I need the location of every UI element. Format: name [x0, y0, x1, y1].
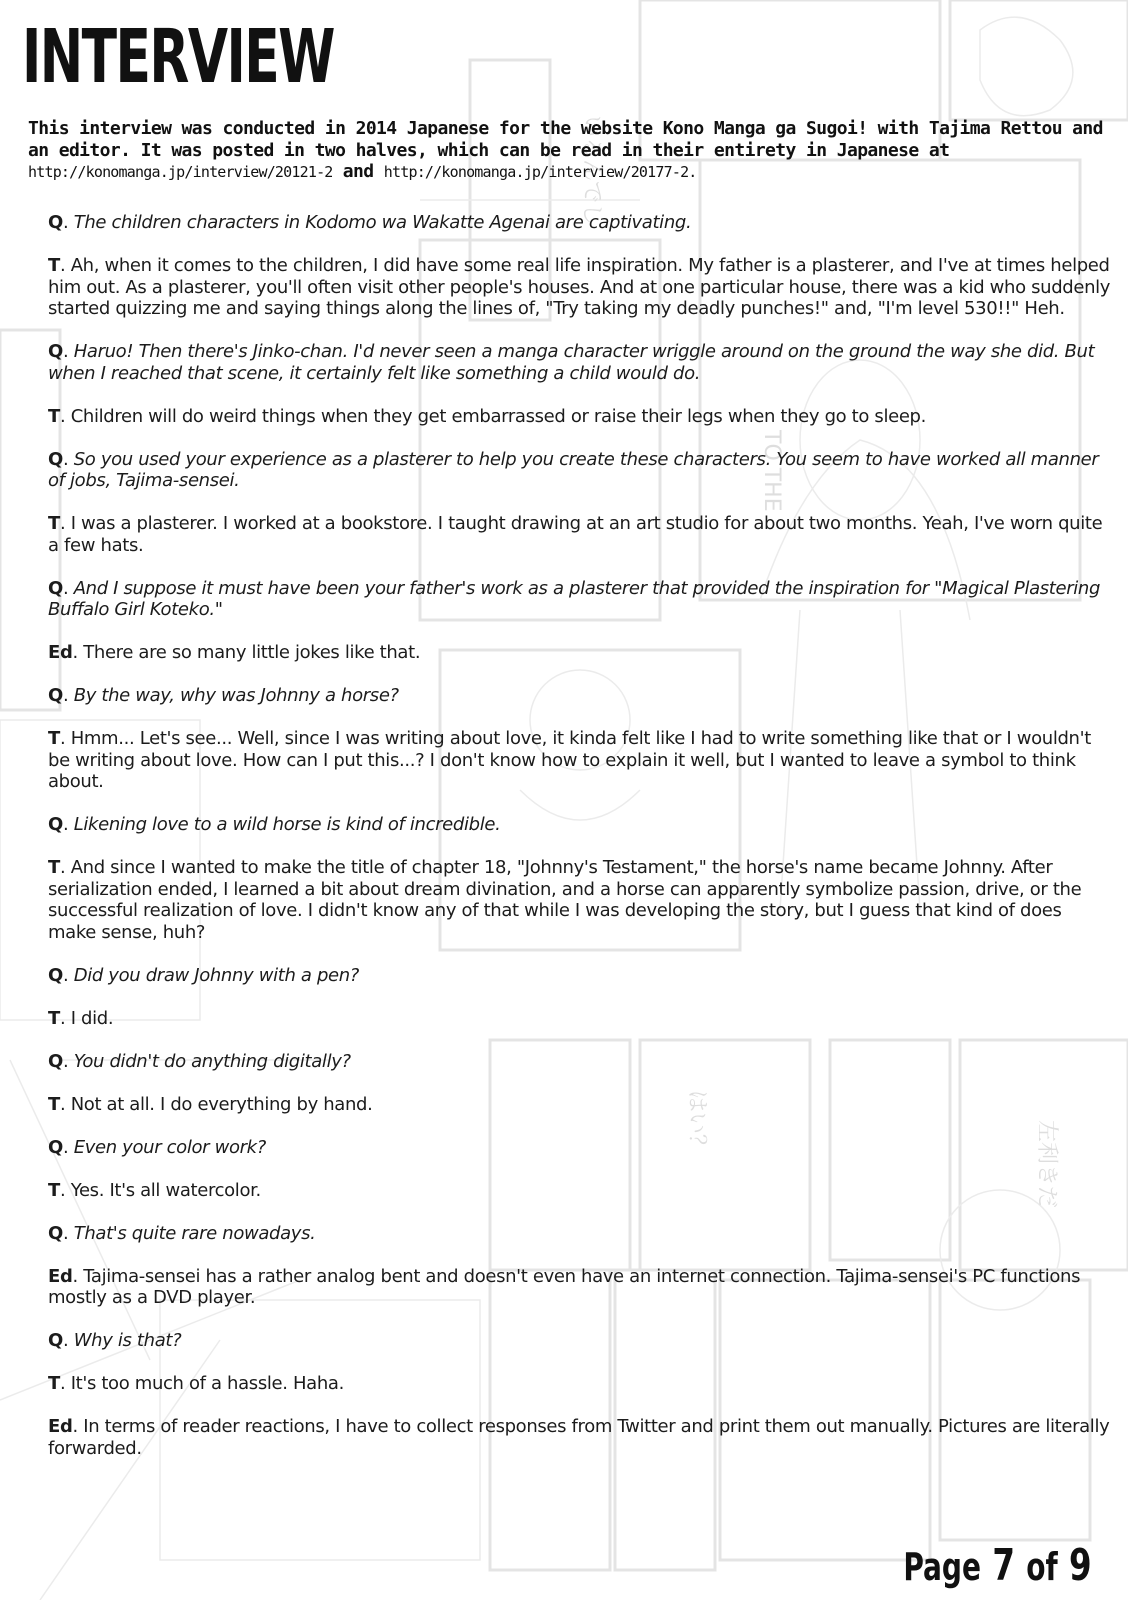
speaker-label: T — [48, 255, 60, 276]
qa-entry: Ed. There are so many little jokes like that. — [48, 642, 421, 663]
qa-entry: T. Ah, when it comes to the children, I did have some real life inspiration. My father is a plasterer, and I've at times helped him out. As a plasterer, you'll often visit other people's houses. And at one particular house, there was a kid who suddenly started quizzing me and saying things along the lines of, "Try taking my deadly punches!" and, "I'm level 530!!" Heh. — [48, 255, 1111, 319]
speaker-label: T — [48, 1007, 60, 1029]
qa-entry: T. Children will do weird things when they get embarrassed or raise their legs when they go to sleep. — [48, 405, 926, 427]
intro-url-1[interactable]: http://konomanga.jp/interview/20121-2 — [28, 163, 333, 181]
speaker-label: Q — [48, 448, 63, 470]
qa-entry: Q. Haruo! Then there's Jinko-chan. I'd never seen a manga character wriggle around on the ground the way she did. But when I reached that scene, it certainly felt like something a child would do. — [48, 341, 1095, 384]
intro-url-2[interactable]: http://konomanga.jp/interview/20177-2. — [383, 163, 697, 181]
entry-text: Even your color work? — [73, 1136, 266, 1158]
qa-entry: Ed. In terms of reader reactions, I have to collect responses from Twitter and print them out manually. Pictures are literally forwarded. — [48, 1416, 1110, 1459]
speaker-label: T — [48, 1179, 60, 1201]
speaker-label: Q — [48, 814, 63, 835]
speaker-label: Q — [48, 577, 63, 599]
qa-entry: Q. So you used your experience as a plasterer to help you create these characters. You seem to have worked all manner of jobs, Tajima-sensei. — [48, 448, 1099, 491]
speaker-label: Ed — [48, 1265, 73, 1287]
entry-text: And I suppose it must have been your father's work as a plasterer that provided the inspiration for "Magical Plastering Buffalo Girl Koteko." — [48, 577, 1101, 620]
entry-text: Tajima-sensei has a rather analog bent and doesn't even have an internet connection. Tajima-sensei's PC functions mostly as a DVD player. — [48, 1265, 1081, 1308]
qa-entry: T. Yes. It's all watercolor. — [48, 1179, 261, 1201]
entry-text: Why is that? — [73, 1330, 182, 1351]
entry-text: Hmm... Let's see... Well, since I was writing about love, it kinda felt like I had to write something like that or I wouldn't be writing about love. How can I put this...? I don't know how to explain it well, but I wanted to leave a symbol to think about. — [48, 728, 1091, 792]
speaker-label: T — [48, 1373, 60, 1394]
page-total: 9 — [1069, 1540, 1092, 1591]
svg-text:左利きだ: 左利きだ — [1034, 1120, 1059, 1209]
speaker-label: T — [48, 405, 60, 427]
qa-entry: Q. And I suppose it must have been your father's work as a plasterer that provided the inspiration for "Magical Plastering Buffalo Girl Koteko." — [48, 577, 1101, 620]
entry-text: And since I wanted to make the title of chapter 18, "Johnny's Testament," the horse's name became Johnny. After serialization ended, I learned a bit about dream divination, and a horse can apparently symbolize passion, drive, or the successful realization of love. I didn't know any of that while I was developing the story, but I guess that kind of does make sense, huh? — [48, 857, 1082, 943]
entry-text: It's too much of a hassle. Haha. — [70, 1373, 344, 1394]
page-title: INTERVIEW — [22, 14, 334, 100]
qa-entry: Q. Even your color work? — [48, 1136, 266, 1158]
page-number: 7 — [992, 1540, 1016, 1591]
speaker-label: Ed — [48, 642, 73, 663]
speaker-label: Q — [48, 964, 63, 986]
entry-text: Did you draw Johnny with a pen? — [73, 964, 360, 986]
speaker-label: T — [48, 728, 60, 749]
page-word: Page — [903, 1545, 982, 1589]
speaker-label: Q — [48, 1050, 63, 1072]
qa-entry: Q. Likening love to a wild horse is kind of incredible. — [48, 814, 501, 835]
speaker-label: Q — [48, 685, 63, 706]
qa-entry: T. And since I wanted to make the title of chapter 18, "Johnny's Testament," the horse's name became Johnny. After serialization ended, I learned a bit about dream divination, and a horse can apparently symbolize passion, drive, or the successful realization of love. I didn't know any of that while I was developing the story, but I guess that kind of does make sense, huh? — [48, 857, 1082, 943]
speaker-label: Q — [48, 1330, 63, 1351]
qa-entry: T. Hmm... Let's see... Well, since I was writing about love, it kinda felt like I had to write something like that or I wouldn't be writing about love. How can I put this...? I don't know how to explain it well, but I wanted to leave a symbol to think about. — [48, 728, 1091, 792]
of-word: of — [1026, 1545, 1059, 1589]
entry-text: There are so many little jokes like that. — [83, 642, 421, 663]
qa-entry: Q. Why is that? — [48, 1330, 182, 1351]
qa-entry: T. I was a plasterer. I worked at a bookstore. I taught drawing at an art studio for about two months. Yeah, I've worn quite a few hats. — [48, 513, 1103, 556]
qa-entry: Q. By the way, why was Johnny a horse? — [48, 685, 399, 706]
speaker-label: Q — [48, 1222, 63, 1244]
speaker-label: Q — [48, 212, 63, 233]
entry-text: So you used your experience as a plasterer to help you create these characters. You seem to have worked all manner of jobs, Tajima-sensei. — [48, 448, 1099, 491]
speaker-label: Q — [48, 1136, 63, 1158]
intro-paragraph — [28, 118, 1108, 184]
entry-text: The children characters in Kodomo wa Wakatte Agenai are captivating. — [73, 212, 692, 233]
qa-entry: T. Not at all. I do everything by hand. — [48, 1093, 373, 1115]
qa-entry: T. It's too much of a hassle. Haha. — [48, 1373, 344, 1394]
entry-text: That's quite rare nowadays. — [73, 1222, 316, 1244]
speaker-label: Q — [48, 341, 63, 362]
entry-text: Haruo! Then there's Jinko-chan. I'd never seen a manga character wriggle around on the ground the way she did. But when I reached that scene, it certainly felt like something a child would do. — [48, 341, 1095, 384]
entry-text: Yes. It's all watercolor. — [70, 1179, 261, 1201]
speaker-label: T — [48, 513, 60, 534]
entry-text: I did. — [70, 1007, 114, 1029]
page-indicator — [904, 1540, 1092, 1591]
svg-text:はい？: はい？ — [684, 1090, 709, 1157]
svg-text:TO THE: TO THE — [759, 430, 784, 512]
qa-entry: Q. That's quite rare nowadays. — [48, 1222, 316, 1244]
entry-text: Ah, when it comes to the children, I did have some real life inspiration. My father is a plasterer, and I've at times helped him out. As a plasterer, you'll often visit other people's houses. And at one particular house, there was a kid who suddenly started quizzing me and saying things along the lines of, "Try taking my deadly punches!" and, "I'm level 530!!" Heh. — [48, 255, 1111, 319]
entry-text: Likening love to a wild horse is kind of incredible. — [73, 814, 501, 835]
entry-text: Children will do weird things when they get embarrassed or raise their legs when they go to sleep. — [70, 405, 926, 427]
qa-entry: Q. Did you draw Johnny with a pen? — [48, 964, 360, 986]
qa-entry: Q. The children characters in Kodomo wa Wakatte Agenai are captivating. — [48, 212, 692, 233]
speaker-label: Ed — [48, 1416, 73, 1437]
entry-text: In terms of reader reactions, I have to collect responses from Twitter and print them out manually. Pictures are literally forwarded. — [48, 1416, 1110, 1459]
qa-entry: T. I did. — [48, 1007, 114, 1029]
interview-transcript — [48, 212, 1113, 1481]
entry-text: You didn't do anything digitally? — [73, 1050, 351, 1072]
entry-text: By the way, why was Johnny a horse? — [73, 685, 399, 706]
speaker-label: T — [48, 1093, 60, 1115]
svg-text:いるんでし: いるんでし — [579, 115, 604, 226]
entry-text: I was a plasterer. I worked at a bookstore. I taught drawing at an art studio for about two months. Yeah, I've worn quite a few hats. — [48, 513, 1103, 556]
intro-text: This interview was conducted in 2014 Japanese for the website Kono Manga ga Sugoi! with Tajima Rettou and an editor. It was posted in two halves, which can be read in their entirety in Japanese at — [28, 118, 1103, 161]
qa-entry: Ed. Tajima-sensei has a rather analog bent and doesn't even have an internet connection. Tajima-sensei's PC functions mostly as a DVD player. — [48, 1265, 1081, 1308]
speaker-label: T — [48, 857, 60, 878]
entry-text: Not at all. I do everything by hand. — [70, 1093, 373, 1115]
intro-and: and — [342, 161, 374, 182]
qa-entry: Q. You didn't do anything digitally? — [48, 1050, 351, 1072]
